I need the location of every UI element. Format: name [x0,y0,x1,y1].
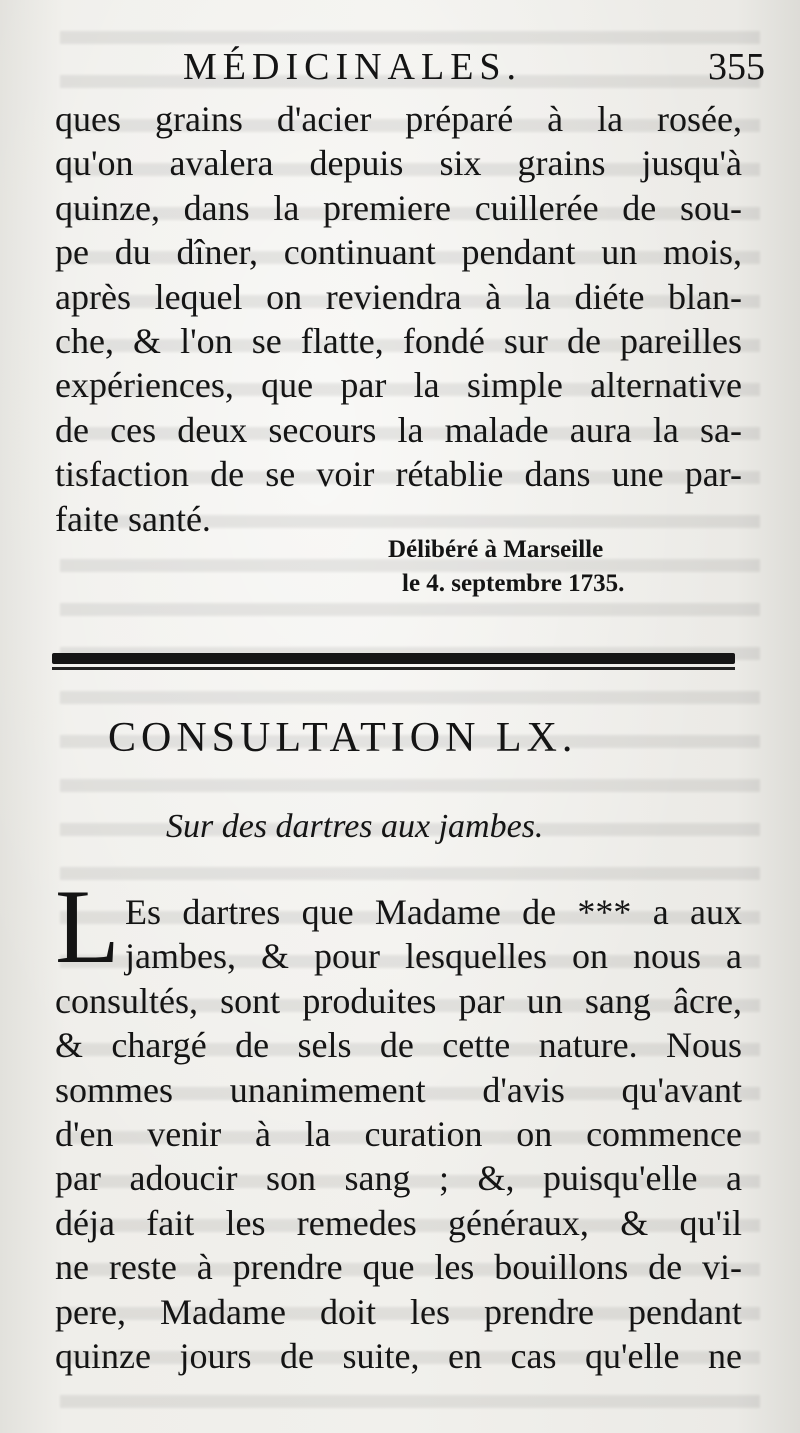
text-line: quinze, dans la premiere cuillerée de sou- [55,187,742,228]
text-line: jambes, & pour lesquelles on nous a [125,936,742,977]
text-line: consultés, sont produites par un sang âcre, [55,980,742,1021]
text-line: ques grains d'acier préparé à la rosée, [55,99,742,139]
consultation-title: CONSULTATION LX. [108,715,578,761]
text-line: qu'on avalera depuis six grains jusqu'à [55,143,742,184]
running-head: MÉDICINALES. [183,46,523,88]
signature-date: le 4. septembre 1735. [402,570,625,597]
section-divider [52,653,735,673]
text-line: Es dartres que Madame de *** a aux [125,892,742,932]
text-line: après lequel on reviendra à la diéte blan- [55,276,742,317]
text-line: faite santé. [55,498,211,539]
consultation-subtitle: Sur des dartres aux jambes. [166,808,544,845]
text-line: d'en venir à la curation on commence [55,1113,742,1154]
text-line: quinze jours de suite, en cas qu'elle ne [55,1335,742,1376]
paragraph-continuation [55,97,742,541]
divider-thick-line [52,653,735,664]
signature-place: Délibéré à Marseille [388,536,604,563]
text-line: par adoucir son sang ; &, puisqu'elle a [55,1158,742,1199]
text-line: ne reste à prendre que les bouillons de vi- [55,1247,742,1288]
text-line: de ces deux secours la malade aura la sa- [55,409,742,450]
drop-cap: L [55,868,120,985]
text-line: & chargé de sels de cette nature. Nous [55,1025,742,1066]
consultation-body [55,868,742,1378]
text-line: che, & l'on se flatte, fondé sur de pareilles [55,320,742,361]
text-line: déja fait les remedes généraux, & qu'il [55,1202,742,1243]
text-line: pere, Madame doit les prendre pendant [55,1291,742,1332]
page-header [55,45,765,95]
text-line: tisfaction de se voir rétablie dans une par- [55,454,742,495]
text-line: sommes unanimement d'avis qu'avant [55,1069,742,1110]
text-line: expériences, que par la simple alternative [55,365,742,406]
page-number: 355 [708,46,765,88]
divider-thin-line [52,667,735,670]
text-line: pe du dîner, continuant pendant un mois, [55,232,742,273]
signature-block [388,533,624,601]
